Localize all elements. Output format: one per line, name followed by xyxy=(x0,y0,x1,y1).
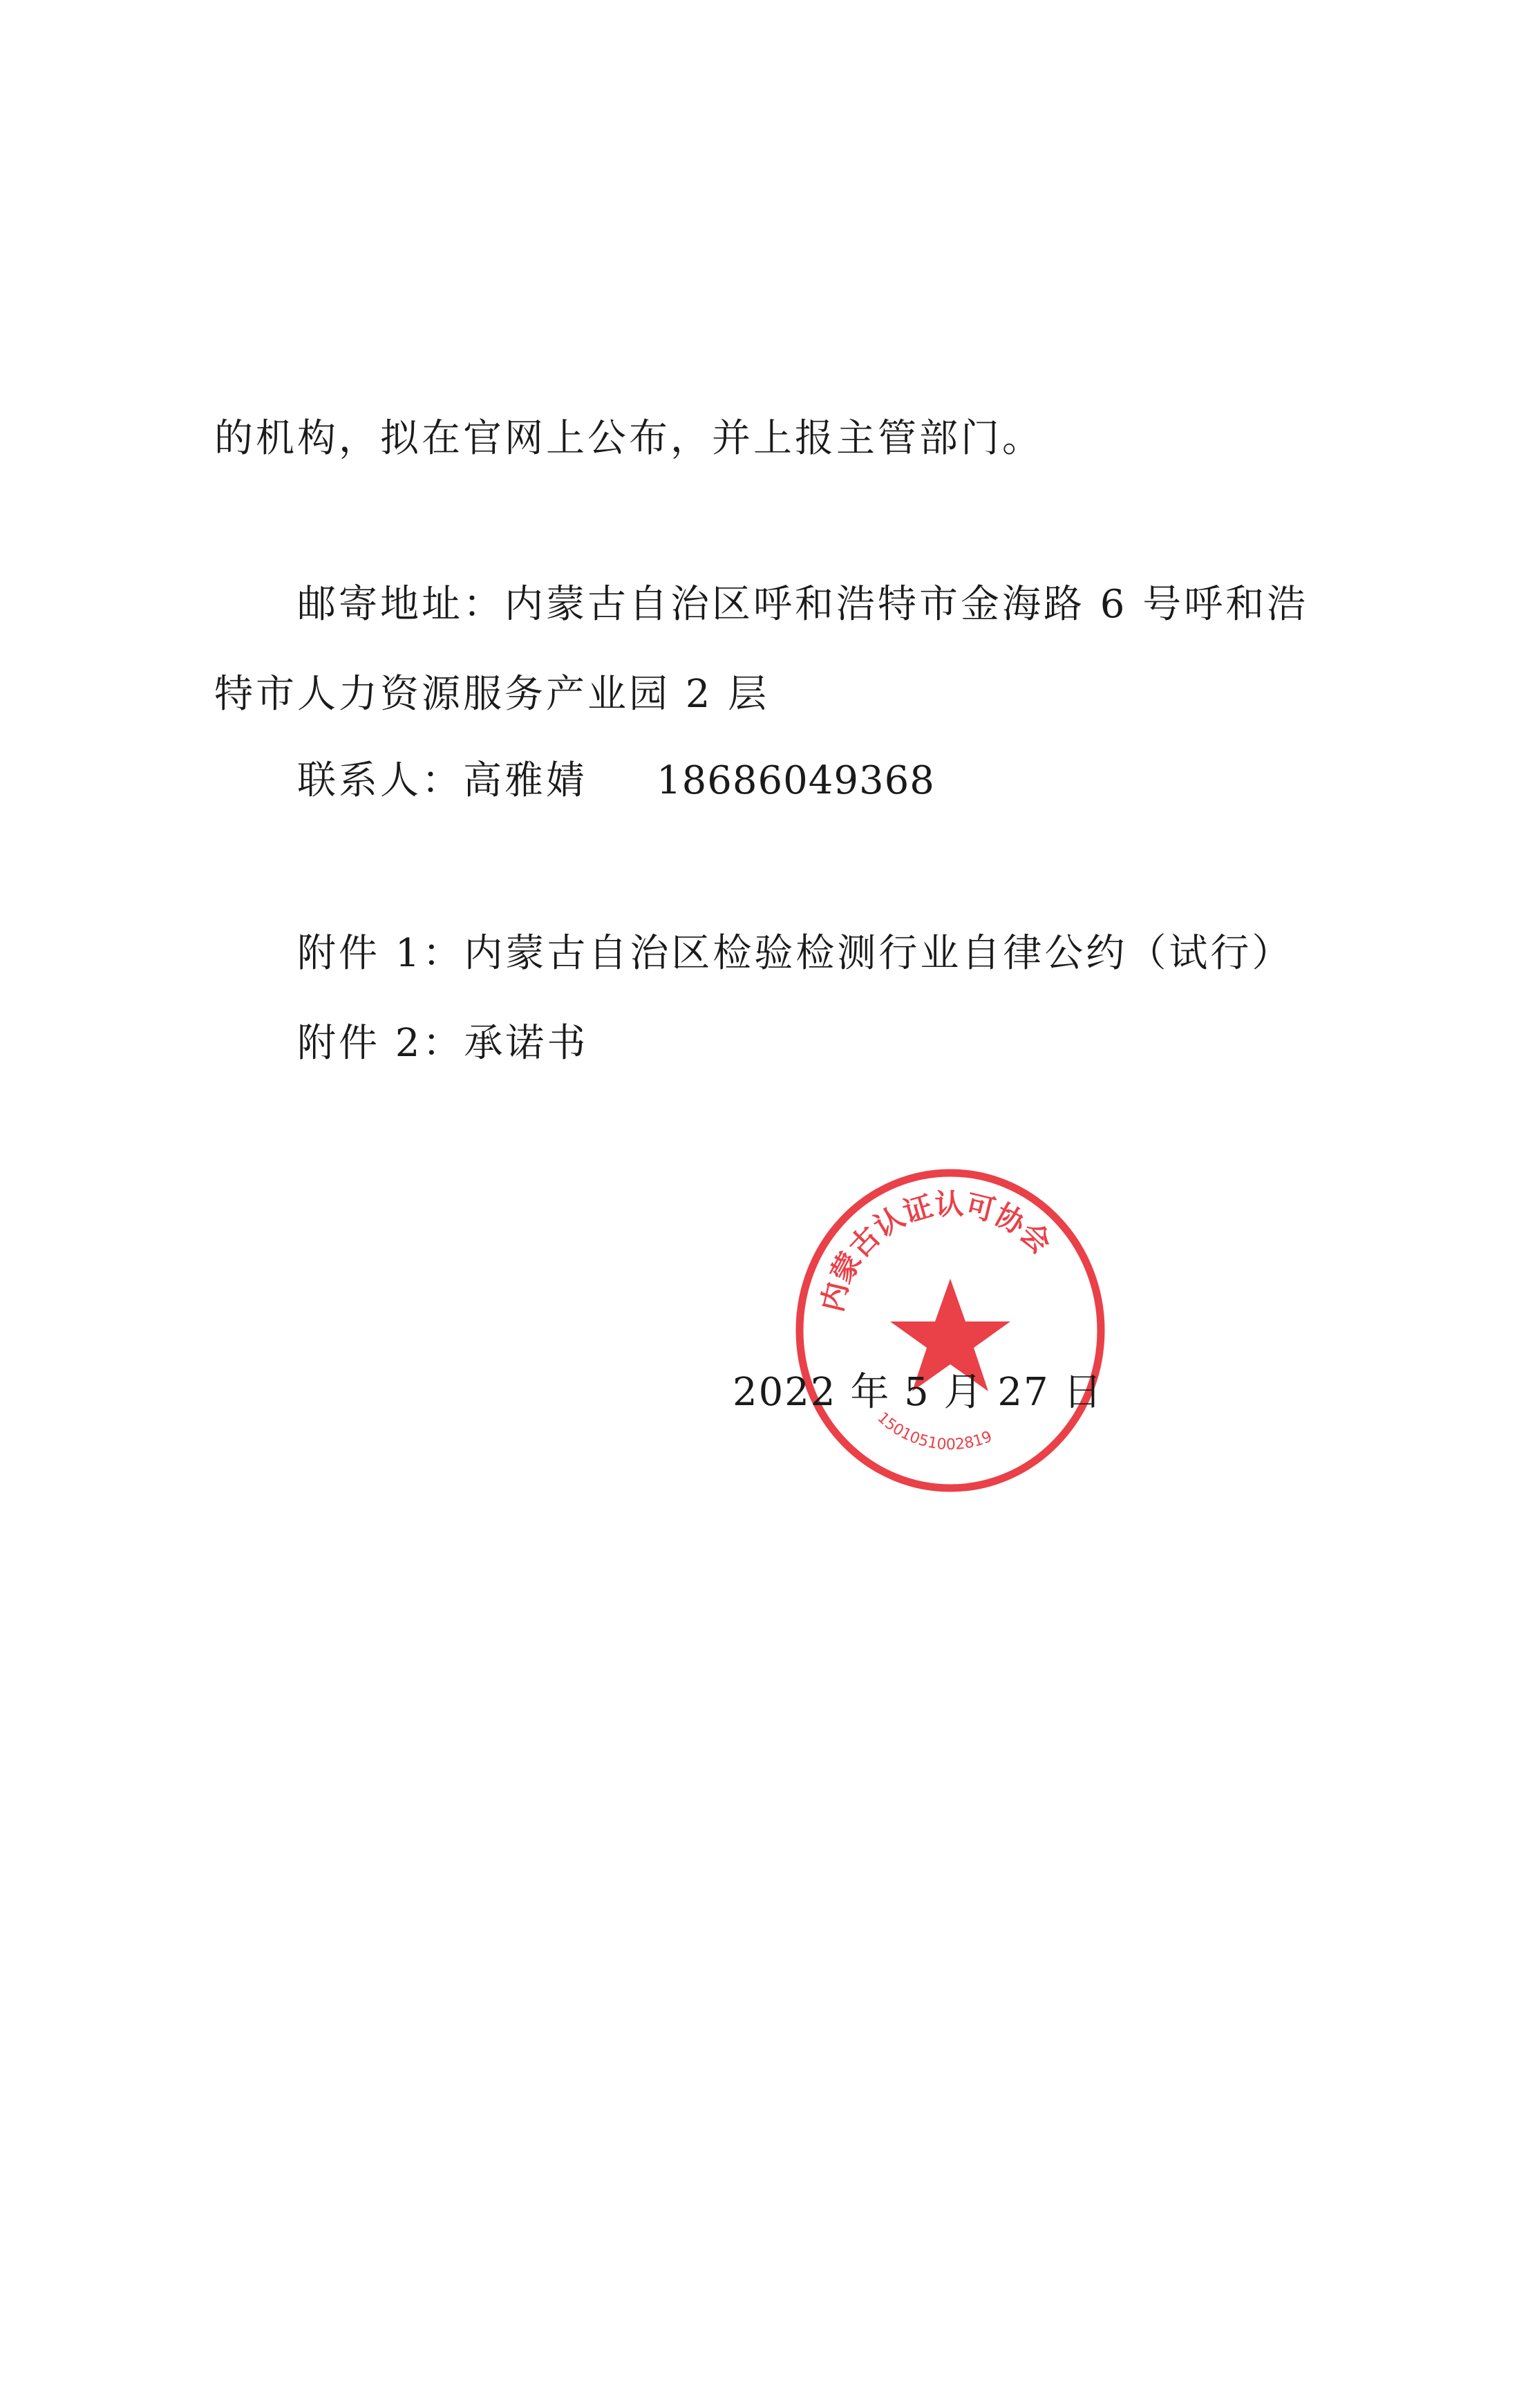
contact-phone: 18686049368 xyxy=(657,758,935,803)
document-date: 2022 年 5 月 27 日 xyxy=(733,1370,1104,1415)
official-seal xyxy=(788,1161,1113,1500)
mailing-address-line1: 邮寄地址：内蒙古自治区呼和浩特市金海路 6 号呼和浩 xyxy=(297,582,1309,627)
attachment-2: 附件 2：承诺书 xyxy=(297,1021,589,1066)
paragraph-tail: 的机构，拟在官网上公布，并上报主管部门。 xyxy=(214,416,1044,461)
attachment-1: 附件 1：内蒙古自治区检验检测行业自律公约（试行） xyxy=(297,931,1294,976)
seal-code: 1501051002819 xyxy=(874,1409,995,1454)
seal-graphic xyxy=(788,1161,1113,1500)
mailing-address-line2: 特市人力资源服务产业园 2 层 xyxy=(214,672,770,717)
seal-text: 内蒙古认证认可协会 xyxy=(815,1187,1058,1315)
contact-line xyxy=(297,757,935,805)
contact-label: 联系人：高雅婧 xyxy=(297,758,587,803)
